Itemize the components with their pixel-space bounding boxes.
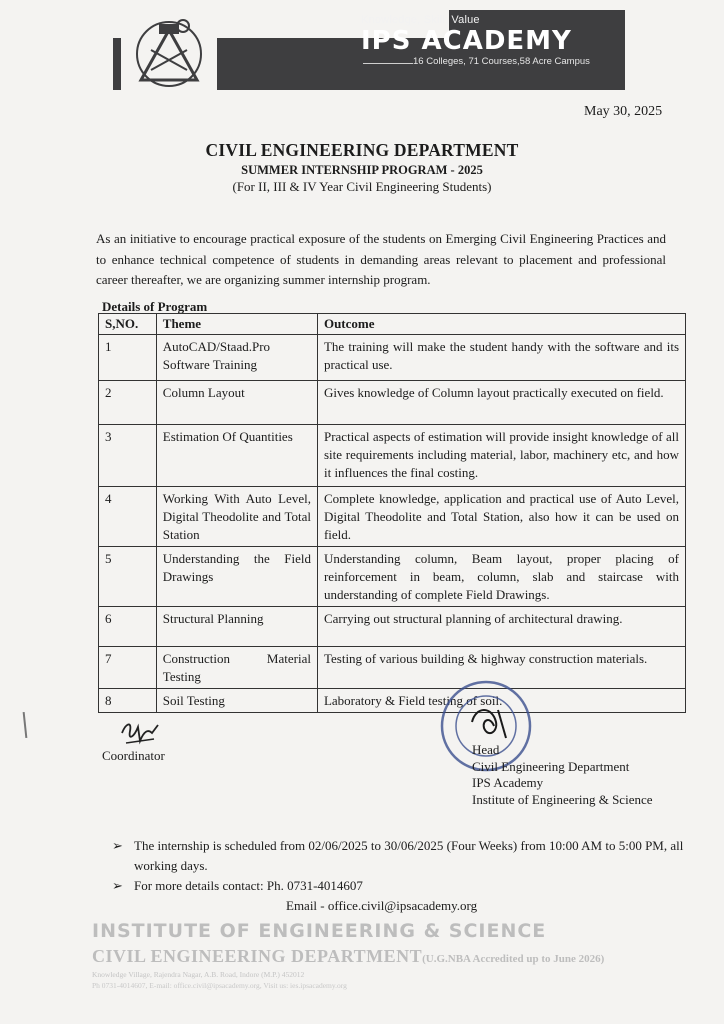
row-theme: Structural Planning — [156, 607, 317, 647]
row-theme: Column Layout — [156, 381, 317, 425]
coordinator-label: Coordinator — [102, 748, 165, 763]
info-bullets — [112, 836, 692, 896]
row-sno: 2 — [99, 381, 157, 425]
row-sno: 8 — [99, 689, 157, 713]
row-outcome: Testing of various building & highway construction materials. — [317, 647, 685, 689]
row-outcome: The training will make the student handy with the software and its practical use. — [317, 335, 685, 381]
contact-text: For more details contact: Ph. 0731-4014607 — [134, 878, 363, 893]
letter-date: May 30, 2025 — [584, 104, 663, 119]
divider — [363, 63, 413, 64]
row-sno: 3 — [99, 425, 157, 487]
footer-dept-name: CIVIL ENGINEERING DEPARTMENT — [92, 946, 423, 966]
arrow-bullet-icon: ➢ — [112, 838, 123, 853]
footer-institute: INSTITUTE OF ENGINEERING & SCIENCE — [92, 920, 547, 942]
department-title: CIVIL ENGINEERING DEPARTMENT — [205, 140, 519, 160]
table-header-row — [99, 314, 686, 335]
row-sno: 1 — [99, 335, 157, 381]
footer-contact: Ph 0731-4014607, E-mail: office.civil@ipsacademy.org, Visit us: ies.ipsacademy.org — [92, 981, 347, 990]
row-outcome: Gives knowledge of Column layout practically executed on field. — [317, 381, 685, 425]
row-theme: Understanding the Field Drawings — [156, 547, 317, 607]
list-item — [112, 836, 692, 876]
list-item — [112, 876, 692, 896]
head-signature-block — [472, 742, 653, 808]
row-outcome: Understanding column, Beam layout, proper placing of reinforcement in beam, column, slab and staircase with understanding of complete Field Drawings. — [317, 547, 685, 607]
row-sno: 5 — [99, 547, 157, 607]
table-row — [99, 689, 686, 713]
schedule-text: The internship is scheduled from 02/06/2025 to 30/06/2025 (Four Weeks) from 10:00 AM to 5:00 PM, all working days. — [134, 838, 684, 873]
email-text: Email - office.civil@ipsacademy.org — [286, 898, 478, 913]
details-heading: Details of Program — [102, 299, 208, 314]
row-outcome: Laboratory & Field testing of soil. — [317, 689, 685, 713]
tagline: Knowledge, Skill, Value — [361, 14, 480, 26]
head-department: Civil Engineering Department — [472, 758, 630, 774]
table-row — [99, 425, 686, 487]
row-theme: Estimation Of Quantities — [156, 425, 317, 487]
row-theme: Soil Testing — [156, 689, 317, 713]
brand-subtitle: 16 Colleges, 71 Courses,58 Acre Campus — [413, 56, 590, 67]
footer-accreditation: (U.G.NBA Accredited up to June 2026) — [422, 953, 605, 965]
program-title: SUMMER INTERNSHIP PROGRAM - 2025 — [241, 163, 483, 177]
table-row — [99, 381, 686, 425]
head-title: Head — [472, 742, 500, 757]
program-table — [98, 313, 686, 713]
footer-address: Knowledge Village, Rajendra Nagar, A.B. Road, Indore (M.P.) 452012 — [92, 970, 305, 979]
intro-paragraph: As an initiative to encourage practical exposure of the students on Emerging Civil Engineering Practices and to enhance technical competence of students in demanding areas relevant to placement and professional career thereafter, we are organizing summer internship program. — [96, 231, 666, 287]
table-row — [99, 547, 686, 607]
row-outcome: Practical aspects of estimation will provide insight knowledge of all site requirements including material, labor, machinery etc, and how it influences the final costing. — [317, 425, 685, 487]
col-header-sno: S,NO. — [99, 314, 157, 335]
eligible-years: (For II, III & IV Year Civil Engineering Students) — [232, 179, 492, 194]
row-theme: Working With Auto Level, Digital Theodolite and Total Station — [156, 487, 317, 547]
row-theme: Construction Material Testing — [156, 647, 317, 689]
head-institute: Institute of Engineering & Science — [472, 791, 653, 807]
margin-mark — [23, 712, 28, 738]
table-row — [99, 647, 686, 689]
head-organization: IPS Academy — [472, 775, 544, 790]
table-row — [99, 335, 686, 381]
row-theme: AutoCAD/Staad.Pro Software Training — [156, 335, 317, 381]
col-header-outcome: Outcome — [317, 314, 685, 335]
row-outcome: Complete knowledge, application and practical use of Auto Level, Digital Theodolite and Total Station, also how it can be used on field. — [317, 487, 685, 547]
row-sno: 4 — [99, 487, 157, 547]
brand-name: IPS ACADEMY — [361, 26, 572, 56]
ips-logo-icon — [121, 10, 217, 96]
arrow-bullet-icon: ➢ — [112, 878, 123, 893]
col-header-theme: Theme — [156, 314, 317, 335]
table-row — [99, 607, 686, 647]
footer-department — [92, 946, 604, 967]
row-sno: 7 — [99, 647, 157, 689]
header-banner — [113, 10, 625, 96]
row-sno: 6 — [99, 607, 157, 647]
row-outcome: Carrying out structural planning of architectural drawing. — [317, 607, 685, 647]
coordinator-signature-icon — [118, 713, 164, 751]
table-row — [99, 487, 686, 547]
